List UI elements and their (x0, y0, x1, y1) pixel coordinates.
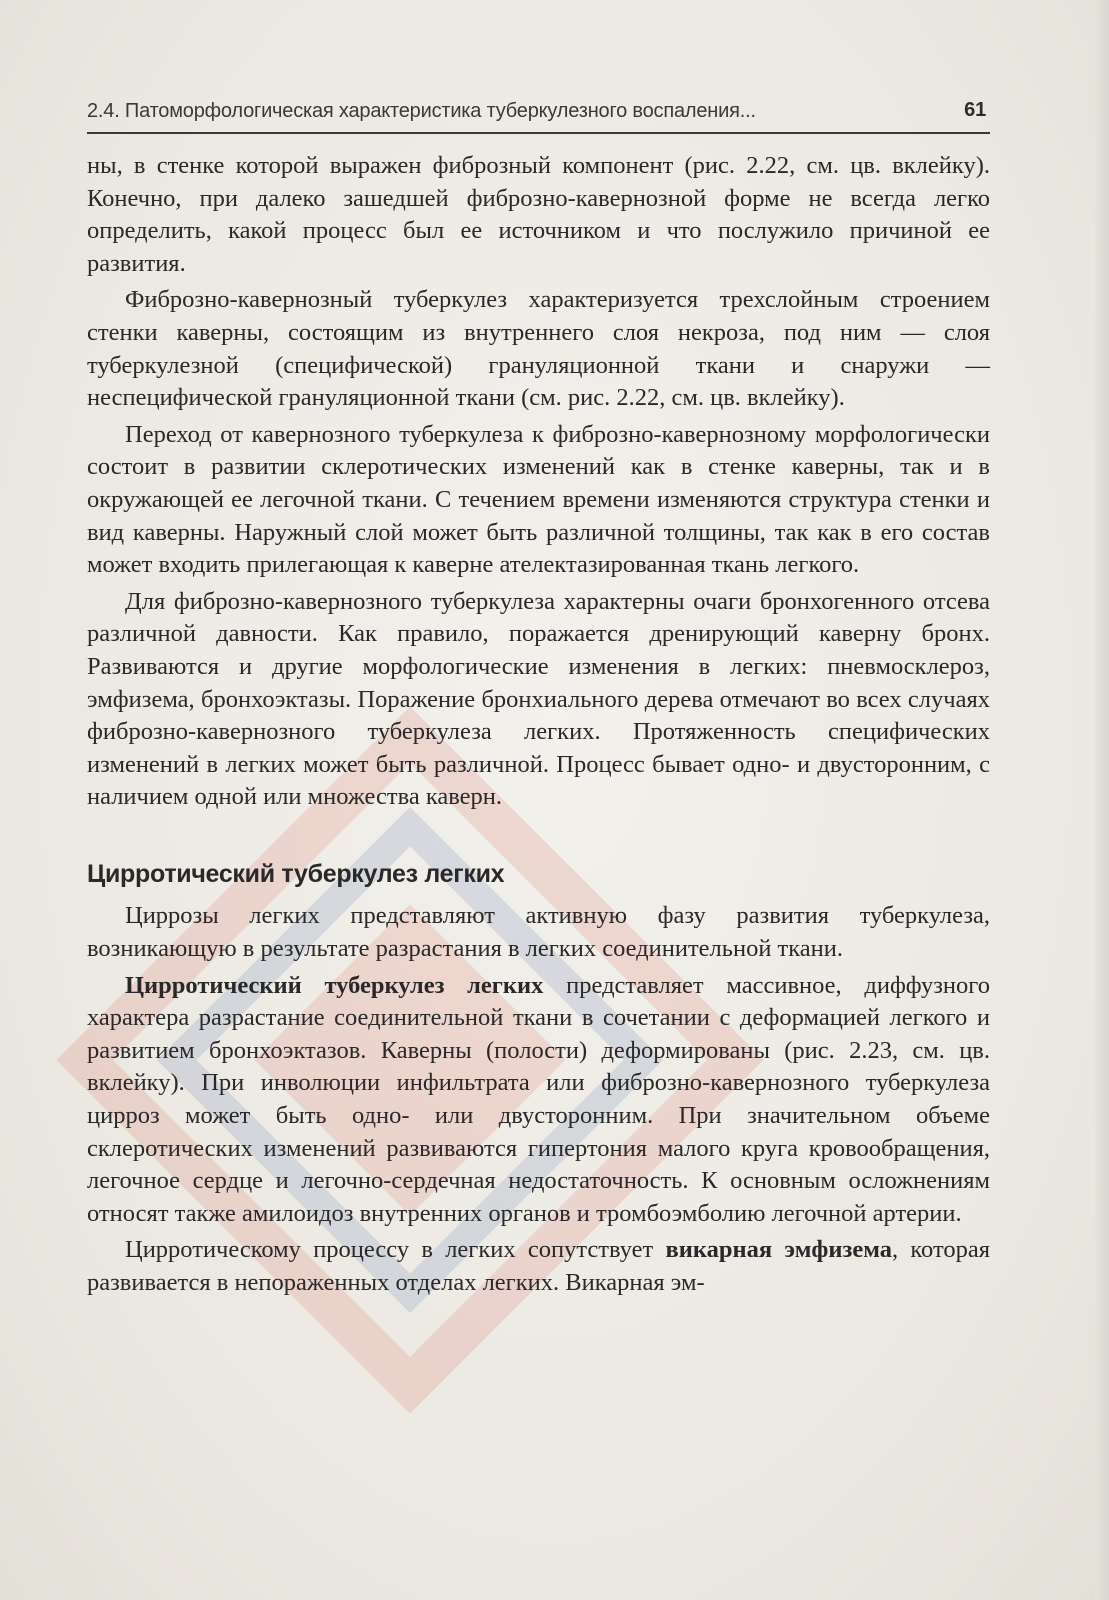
section-heading: Цирротический туберкулез легких (87, 859, 505, 888)
paragraph-cirrhotic-definition (87, 970, 990, 1231)
running-header (87, 98, 990, 134)
paragraph-bronchogenic-foci: Для фиброзно-кавернозного туберкулеза характерны очаги бронхогенного отсева различной давности. Как правило, поражается дренирующий каверну бронх. Развиваются и другие морфологические изменения в легких: пневмосклероз, эмфизема, бронхоэктазы. Поражение бронхиального дерева отмечают во всех случаях фиброзно-кавернозного туберкулеза легких. Протяженность специфических изменений в легких может быть различной. Процесс бывает одно- и двусторонним, с наличием одной или множества каверн. (87, 587, 990, 811)
definition-text: представляет массивное, диффузного характера разрастание соединительной ткани в сочетании с деформацией легкого и развитием бронхоэктазов. Каверны (полости) деформированы (рис. 2.23, см. цв. вклейку). При инволюции инфильтрата или фиброзно-кавернозного туберкулеза цирроз может быть одно- или двусторонним. При значительном объеме склеротических изменений развиваются гипертония малого круга кровообращения, легочное сердце и легочно-сердечная недостаточность. К основным осложнениям относят также амилоидоз внутренних органов и тромбоэмболию легочной артерии. (87, 971, 990, 1227)
running-header-title: 2.4. Патоморфологическая характеристика туберкулезного воспаления... (87, 100, 756, 122)
paragraph-transition: Переход от кавернозного туберкулеза к фиброзно-кавернозному морфологически состоит в развитии склеротических изменений как в стенке каверны, так и в окружающей ее легочной ткани. С течением времени изменяются структура стенки и вид каверны. Наружный слой может быть различной толщины, так как в его состав может входить прилегающая к каверне ателектазированная ткань легкого. (87, 420, 990, 579)
paragraph-three-layer-wall: Фиброзно-кавернозный туберкулез характеризуется трехслойным строением стенки каверны, состоящим из внутреннего слоя некроза, под ним — слоя туберкулезной (специфической) грануляционной ткани и снаружи — неспецифической грануляционной ткани (см. рис. 2.22, см. цв. вклейку). (87, 286, 990, 412)
page-edge (1095, 0, 1109, 1600)
paragraph-cirrhosis-intro: Циррозы легких представляют активную фазу развития туберкулеза, возникающую в результате разрастания в легких соединительной ткани. (87, 902, 990, 963)
term-vicarious-emphysema: викарная эмфизема (665, 1236, 892, 1264)
paragraph-start: Цирротическому процессу в легких сопутствует (125, 1236, 666, 1264)
paragraph-continuation: ны, в стенке которой выражен фиброзный компонент (рис. 2.22, см. цв. вклейку). Конечно, при далеко зашедшей фиброзно-кавернозной форме не всегда легко определить, какой процесс был ее источником и что послужило причиной ее развития. (87, 152, 990, 277)
term-cirrhotic-tb: Цирротический туберкулез легких (125, 971, 544, 999)
paragraph-vicarious-emphysema (87, 1234, 990, 1299)
page-body (87, 150, 990, 1304)
page-number: 61 (964, 99, 986, 121)
paragraph-end: , которая развивается в непораженных отделах легких. Викарная эм- (87, 1236, 990, 1296)
